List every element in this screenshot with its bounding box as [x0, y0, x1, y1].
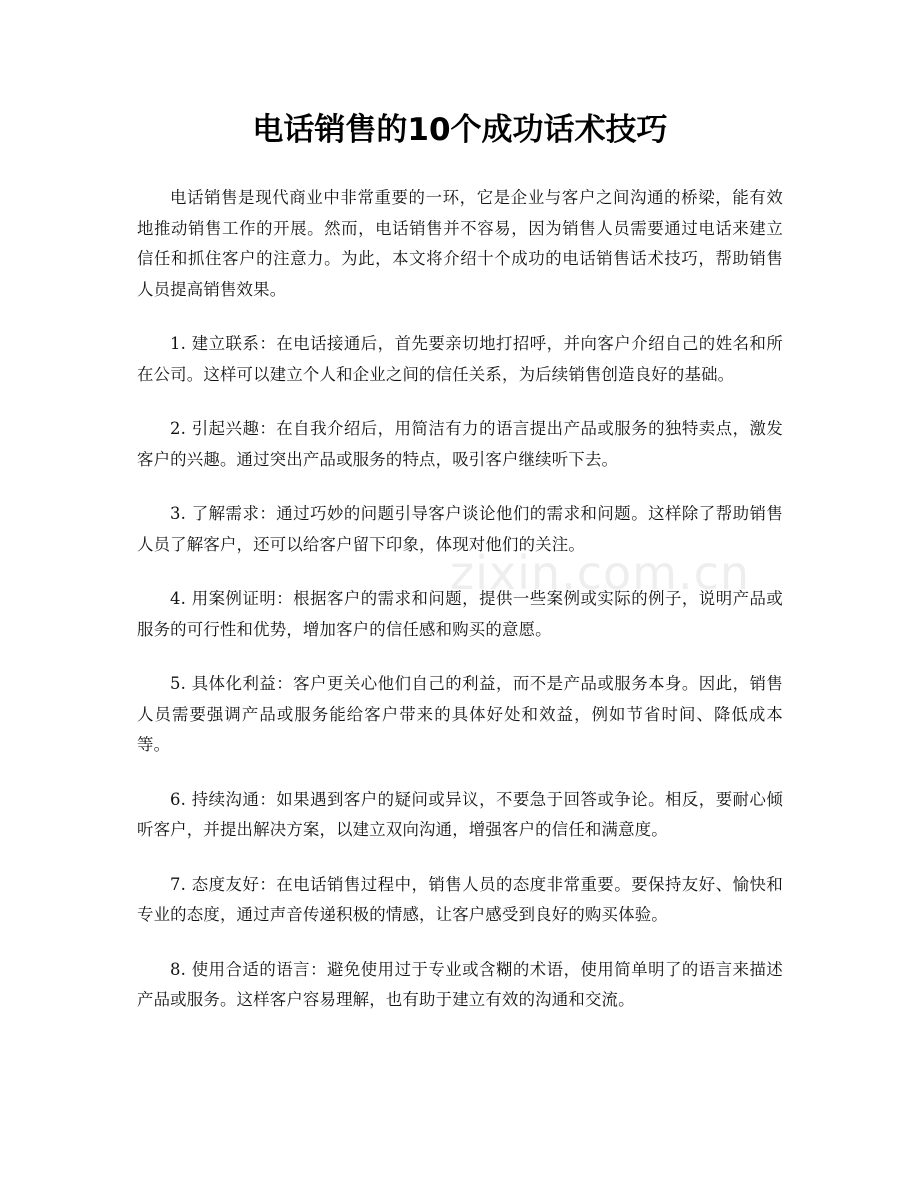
watermark: zixin.com.cn: [450, 546, 751, 600]
intro-paragraph: 电话销售是现代商业中非常重要的一环，它是企业与客户之间沟通的桥梁，能有效地推动销售工作的开展。然而，电话销售并不容易，因为销售人员需要通过电话来建立信任和抓住客户的注意力。为此，本文将介绍十个成功的电话销售话术技巧，帮助销售人员提高销售效果。: [137, 188, 783, 299]
tip-paragraph-5: 5. 具体化利益：客户更关心他们自己的利益，而不是产品或服务本身。因此，销售人员需要强调产品或服务能给客户带来的具体好处和效益，例如节省时间、降低成本等。: [137, 674, 783, 754]
tip-paragraph-2: 2. 引起兴趣：在自我介绍后，用简洁有力的语言提出产品或服务的独特卖点，激发客户的兴趣。通过突出产品或服务的特点，吸引客户继续听下去。: [137, 419, 783, 469]
tip-paragraph-3: 3. 了解需求：通过巧妙的问题引导客户谈论他们的需求和问题。这样除了帮助销售人员了解客户，还可以给客户留下印象，体现对他们的关注。: [137, 504, 783, 554]
document-body: [137, 183, 783, 1040]
tip-paragraph-6: 6. 持续沟通：如果遇到客户的疑问或异议，不要急于回答或争论。相反，要耐心倾听客户，并提出解决方案，以建立双向沟通，增强客户的信任和满意度。: [137, 789, 783, 839]
tip-paragraph-1: 1. 建立联系：在电话接通后，首先要亲切地打招呼，并向客户介绍自己的姓名和所在公司。这样可以建立个人和企业之间的信任关系，为后续销售创造良好的基础。: [137, 334, 783, 384]
tip-paragraph-7: 7. 态度友好：在电话销售过程中，销售人员的态度非常重要。要保持友好、愉快和专业的态度，通过声音传递积极的情感，让客户感受到良好的购买体验。: [137, 874, 783, 924]
document-title: 电话销售的10个成功话术技巧: [252, 112, 668, 148]
tip-paragraph-4: 4. 用案例证明：根据客户的需求和问题，提供一些案例或实际的例子，说明产品或服务的可行性和优势，增加客户的信任感和购买的意愿。: [137, 589, 783, 639]
tip-paragraph-8: 8. 使用合适的语言：避免使用过于专业或含糊的术语，使用简单明了的语言来描述产品或服务。这样客户容易理解，也有助于建立有效的沟通和交流。: [137, 959, 783, 1009]
